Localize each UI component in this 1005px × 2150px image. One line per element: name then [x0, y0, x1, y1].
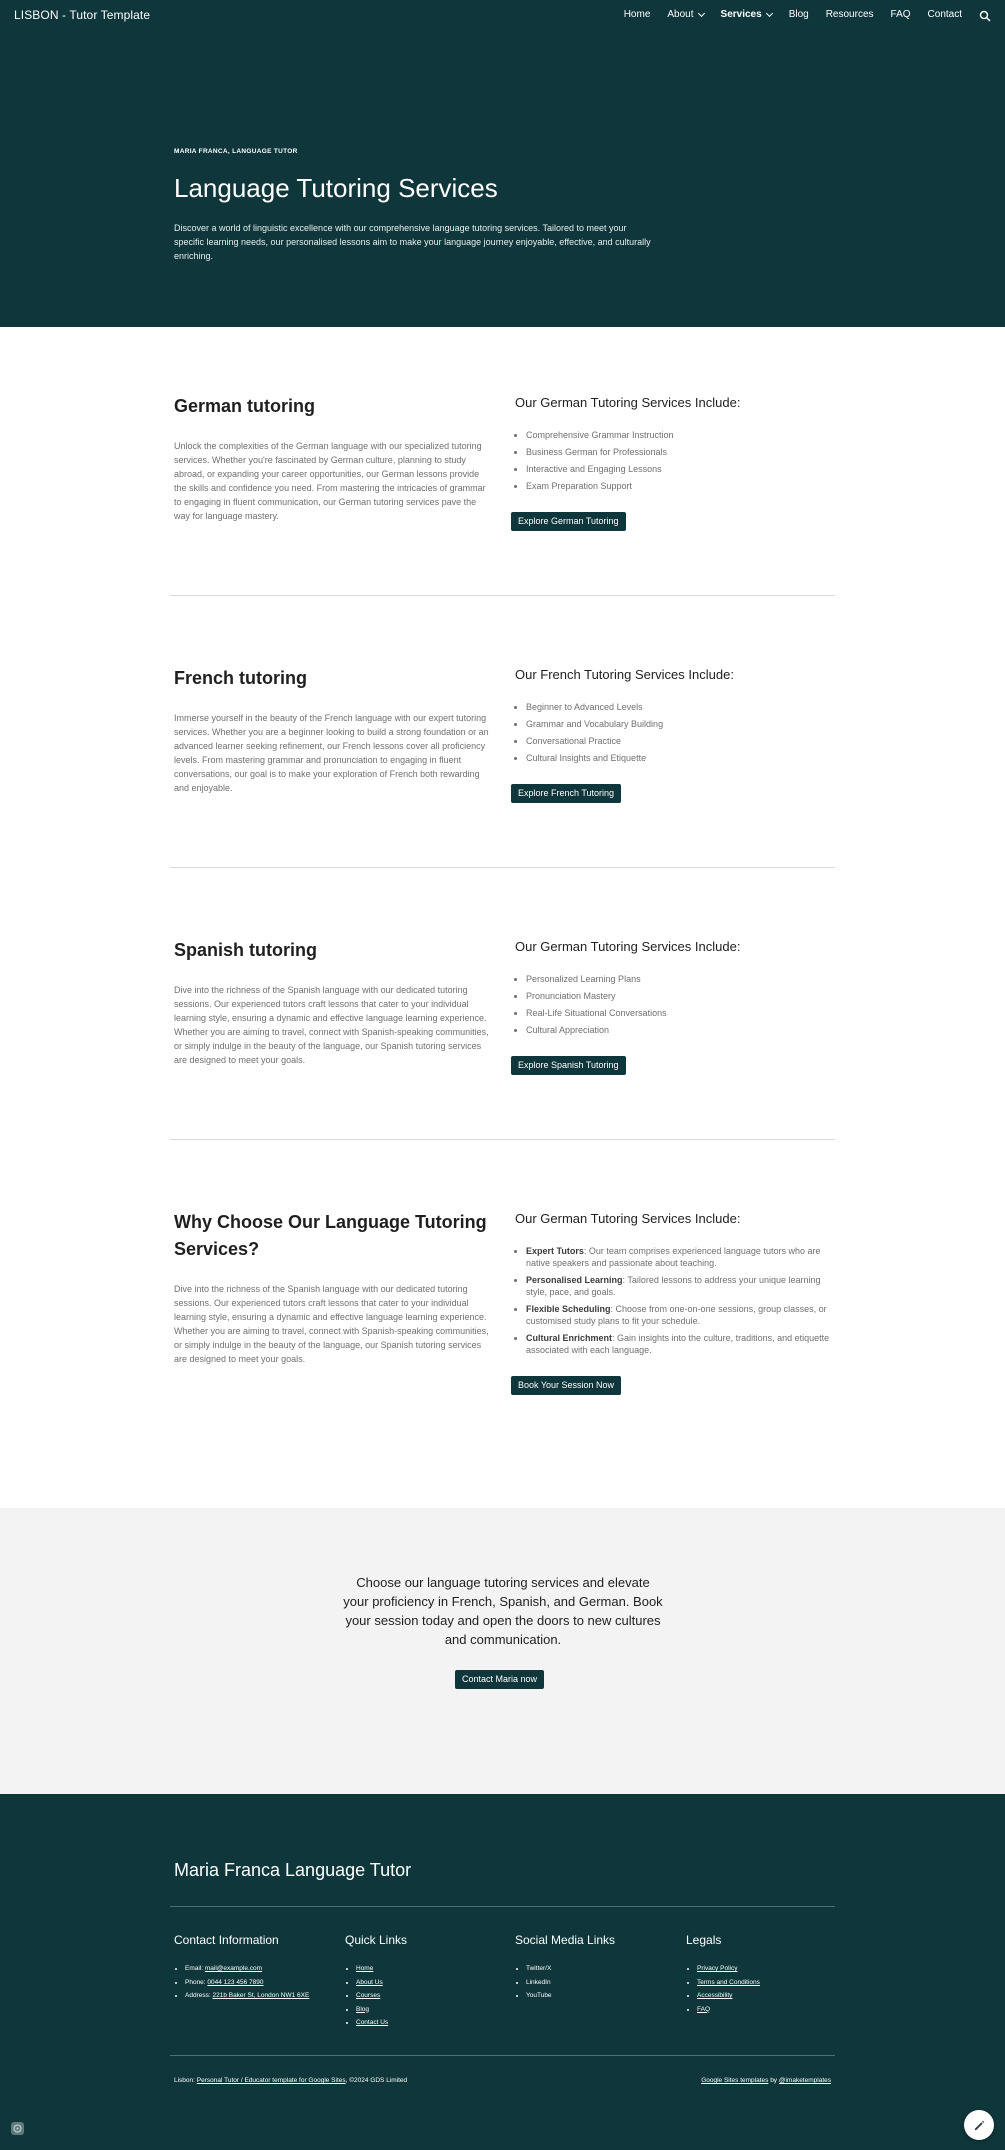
nav-home-label: Home: [623, 9, 651, 20]
section-title: German tutoring: [174, 396, 316, 416]
list-item: • Conversational Practice: [526, 735, 830, 747]
contact-maria-button[interactable]: Contact Maria now: [455, 1670, 544, 1689]
page-title: Language Tutoring Services: [174, 173, 498, 203]
list-item: • Grammar and Vocabulary Building: [526, 718, 830, 730]
nav-about-label: About: [667, 9, 694, 20]
chevron-down-icon: [766, 9, 773, 16]
list-item: • Comprehensive Grammar Instruction: [526, 429, 830, 441]
includes-list: [515, 701, 830, 764]
list-item-text: : Choose from one-on-one sessions, group classes, or customised study plans to fit your schedule.: [526, 1304, 827, 1326]
list-item-text: : Tailored lessons to address your unique learning style, pace, and goals.: [526, 1275, 821, 1297]
section-title: French tutoring: [174, 668, 307, 688]
template-link[interactable]: Personal Tutor / Educator template for Google Sites: [196, 2077, 346, 2084]
footer-link-courses[interactable]: • Courses: [356, 1991, 505, 2000]
list-item: • Business German for Professionals: [526, 446, 830, 458]
includes-title: Our German Tutoring Services Include:: [515, 395, 741, 410]
footer: [0, 1794, 1005, 2150]
nav-services[interactable]: [721, 9, 772, 20]
divider: [170, 1906, 835, 1907]
column-heading: Social Media Links: [515, 1933, 616, 1947]
list-item: • Pronunciation Mastery: [526, 990, 830, 1002]
nav-about[interactable]: [667, 9, 703, 20]
french-section: [0, 599, 1005, 871]
contact-info-column: [174, 1933, 334, 2005]
list-item: • Real-Life Situational Conversations: [526, 1007, 830, 1019]
explore-german-button[interactable]: Explore German Tutoring: [511, 512, 626, 531]
list-item: [185, 1991, 334, 2000]
phone-label: Phone:: [185, 1978, 208, 1986]
site-title[interactable]: LISBON - Tutor Template: [14, 7, 151, 22]
social-linkedin[interactable]: • LinkedIn: [526, 1978, 675, 1987]
list-item: [185, 1964, 334, 1973]
list-item: • Cultural Appreciation: [526, 1024, 830, 1036]
section-title: Spanish tutoring: [174, 940, 317, 960]
footer-title: Maria Franca Language Tutor: [174, 1860, 412, 1880]
list-item-term: Cultural Enrichment: [526, 1333, 613, 1343]
list-item: [185, 1978, 334, 1987]
list-item: • Beginner to Advanced Levels: [526, 701, 830, 713]
social-youtube[interactable]: • YouTube: [526, 1991, 675, 2000]
column-heading: Contact Information: [174, 1933, 279, 1947]
footer-link-faq[interactable]: • FAQ: [697, 2005, 846, 2014]
list-item: • Cultural Insights and Etiquette: [526, 752, 830, 764]
nav-faq[interactable]: [891, 9, 911, 20]
footer-link-contact[interactable]: • Contact Us: [356, 2018, 505, 2027]
section-description: Dive into the richness of the Spanish language with our dedicated tutoring sessions. Our experienced tutors craft lessons that cater to your individual learning style, ensuring a dynamic and effective language learning experience. Whether you are aiming to travel, connect with Spanish-speaking communities, or simply indulge in the beauty of the language, our Spanish tutoring services are designed to meet your goals.: [174, 1284, 489, 1364]
info-icon[interactable]: [11, 2122, 24, 2135]
list-item: • Interactive and Engaging Lessons: [526, 463, 830, 475]
explore-spanish-button[interactable]: Explore Spanish Tutoring: [511, 1056, 626, 1075]
includes-title: Our French Tutoring Services Include:: [515, 667, 734, 682]
divider: [170, 867, 835, 868]
search-icon[interactable]: [979, 9, 991, 21]
list-item-text: : Our team comprises experienced language tutors who are native speakers and passionate about teaching.: [526, 1246, 821, 1268]
why-choose-section: [0, 1143, 1005, 1508]
list-item: [526, 1274, 830, 1298]
section-title: Why Choose Our Language Tutoring Services?: [174, 1212, 487, 1259]
list-item: [526, 1245, 830, 1269]
address-link[interactable]: 221b Baker St, London NW1 6XE: [212, 1992, 310, 1999]
nav-blog[interactable]: [789, 9, 809, 20]
footer-link-about[interactable]: • About Us: [356, 1978, 505, 1987]
hero-description: Discover a world of linguistic excellence with our comprehensive language tutoring services. Tailored to meet your specific learning needs, our personalised lessons aim to make your language journey enjoyable, effective, and culturally enriching.: [174, 223, 651, 262]
email-link[interactable]: mail@example.com: [204, 1965, 263, 1972]
nav-resources-label: Resources: [825, 9, 874, 20]
list-item-term: Personalised Learning: [526, 1275, 623, 1285]
divider: [170, 2055, 835, 2056]
nav-contact-label: Contact: [927, 9, 962, 20]
nav-home[interactable]: [624, 9, 651, 20]
list-item: [526, 1332, 830, 1356]
email-label: Email:: [185, 1965, 205, 1972]
german-section: [0, 327, 1005, 599]
nav-blog-label: Blog: [788, 9, 809, 20]
imaketemplates-link[interactable]: @imaketemplates: [778, 2077, 831, 2084]
nav-services-label: Services: [720, 9, 762, 20]
nav-contact[interactable]: [928, 9, 962, 20]
social-links-column: [515, 1933, 675, 2005]
cta-section: [0, 1508, 1005, 1794]
explore-french-button[interactable]: Explore French Tutoring: [511, 784, 621, 803]
footer-attribution: [701, 2077, 831, 2084]
includes-title: Our German Tutoring Services Include:: [515, 939, 741, 954]
chevron-down-icon: [697, 9, 704, 16]
legals-column: [686, 1933, 846, 2018]
by-text: by: [768, 2077, 779, 2084]
hero-kicker: MARIA FRANCA, LANGUAGE TUTOR: [174, 148, 298, 155]
main-menu: [624, 9, 991, 21]
cta-text: Choose our language tutoring services and elevate your proficiency in French, Spanish, and German. Book your session today and open the doors to new cultures and communication.: [343, 1575, 663, 1647]
list-item-term: Expert Tutors: [526, 1246, 584, 1256]
list-item-term: Flexible Scheduling: [526, 1304, 611, 1314]
book-session-button[interactable]: Book Your Session Now: [511, 1376, 621, 1395]
footer-credit: [174, 2077, 407, 2084]
includes-list: [515, 973, 830, 1036]
top-nav: [0, 0, 1005, 29]
footer-link-accessibility[interactable]: • Accessibility: [697, 1991, 846, 2000]
list-item-text: : Gain insights into the culture, traditions, and etiquette associated with each language.: [526, 1333, 830, 1355]
list-item: [526, 1303, 830, 1327]
footer-link-privacy[interactable]: • Privacy Policy: [697, 1964, 846, 1973]
google-sites-templates-link[interactable]: Google Sites templates: [701, 2077, 769, 2084]
footer-link-blog[interactable]: • Blog: [356, 2005, 505, 2014]
includes-list: [515, 1245, 830, 1356]
spanish-section: [0, 871, 1005, 1143]
divider: [170, 595, 835, 596]
hero-banner: [0, 0, 1005, 327]
quick-links-column: [345, 1933, 505, 2032]
pencil-icon[interactable]: [964, 2110, 994, 2140]
section-description: Immerse yourself in the beauty of the French language with our expert tutoring services. Whether you are a beginner looking to build a strong foundation or an advanced learner seeking refinement, our French lessons cover all proficiency levels. From mastering grammar and pronunciation to engaging in fluent conversations, our goal is to make your exploration of French both rewarding and enjoyable.: [174, 713, 489, 793]
credit-prefix: Lisbon:: [174, 2077, 197, 2084]
nav-resources[interactable]: [826, 9, 874, 20]
list-item: • Personalized Learning Plans: [526, 973, 830, 985]
list-item: • Exam Preparation Support: [526, 480, 830, 492]
footer-link-terms[interactable]: • Terms and Conditions: [697, 1978, 846, 1987]
column-heading: Legals: [686, 1933, 722, 1947]
divider: [170, 1139, 835, 1140]
nav-faq-label: FAQ: [890, 9, 911, 20]
phone-link[interactable]: 0044 123 456 7890: [207, 1978, 264, 1986]
includes-list: [515, 429, 830, 492]
section-description: Unlock the complexities of the German language with our specialized tutoring services. Whether you're fascinated by German culture, planning to study abroad, or expanding your career opportunities, our German lessons provide the skills and confidence you need. From mastering the intricacies of grammar to engaging in fluent communication, our German tutoring services pave the way for language mastery.: [174, 441, 486, 521]
includes-title: Our German Tutoring Services Include:: [515, 1211, 741, 1226]
column-heading: Quick Links: [345, 1933, 408, 1947]
copyright-text: , ©2024 GDS Limited: [345, 2077, 408, 2084]
section-description: Dive into the richness of the Spanish language with our dedicated tutoring sessions. Our experienced tutors craft lessons that cater to your individual learning style, ensuring a dynamic and effective language learning experience. Whether you are aiming to travel, connect with Spanish-speaking communities, or simply indulge in the beauty of the language, our Spanish tutoring services are designed to meet your goals.: [174, 985, 489, 1065]
footer-link-home[interactable]: • Home: [356, 1964, 505, 1973]
social-twitter[interactable]: • Twitter/X: [526, 1964, 675, 1973]
address-label: Address:: [185, 1992, 213, 1999]
